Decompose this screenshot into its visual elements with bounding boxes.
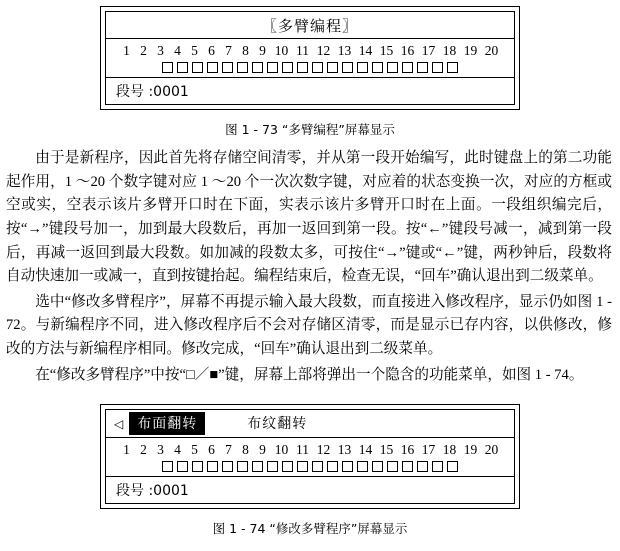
channel-number: 8 — [242, 442, 249, 458]
channel-cell[interactable] — [177, 461, 188, 472]
dobby-programming-screen — [100, 6, 520, 110]
channel-cell[interactable] — [207, 461, 218, 472]
channel-number: 15 — [379, 43, 394, 58]
channel-number: 5 — [191, 442, 198, 458]
segment-number-label-bottom: 段号 :0001 — [116, 483, 189, 500]
screen-inner-frame — [105, 11, 515, 105]
figure-caption-bottom: 图 1 - 74 “修改多臂程序”屏幕显示 — [212, 521, 408, 537]
channel-cell[interactable] — [282, 461, 293, 472]
channel-cell[interactable] — [267, 461, 278, 472]
channel-box-row-top — [106, 61, 514, 77]
channel-number: 14 — [358, 442, 373, 458]
channel-number: 9 — [259, 442, 266, 458]
channel-cell[interactable] — [282, 62, 293, 73]
channel-cell[interactable] — [357, 62, 368, 73]
channel-cell[interactable] — [387, 461, 398, 472]
document-page — [0, 6, 620, 551]
channel-cell[interactable] — [312, 461, 323, 472]
channel-number: 18 — [442, 43, 457, 58]
channel-cell[interactable] — [237, 62, 248, 73]
channel-cell[interactable] — [162, 62, 173, 73]
channel-cell[interactable] — [447, 461, 458, 472]
channel-cell[interactable] — [222, 62, 233, 73]
channel-cell[interactable] — [222, 461, 233, 472]
channel-number: 4 — [174, 43, 181, 58]
channel-number: 10 — [274, 43, 289, 58]
channel-number: 13 — [337, 442, 352, 458]
channel-number: 7 — [225, 442, 232, 458]
channel-cell[interactable] — [417, 62, 428, 73]
channel-cell[interactable] — [327, 461, 338, 472]
channel-cell[interactable] — [387, 62, 398, 73]
channel-cell[interactable] — [297, 62, 308, 73]
channel-number: 17 — [421, 442, 436, 458]
channel-number: 12 — [316, 442, 331, 458]
channel-number: 1 — [123, 442, 130, 458]
channel-cell[interactable] — [372, 461, 383, 472]
channel-cell[interactable] — [372, 62, 383, 73]
menu-item-fabric-face-flip[interactable]: 布面翻转 — [129, 412, 205, 435]
channel-number: 15 — [379, 442, 394, 458]
channel-box-row-bottom — [106, 460, 514, 476]
segment-number-label-top: 段号 :0001 — [116, 84, 189, 100]
channel-number: 2 — [140, 442, 147, 458]
channel-number: 16 — [400, 442, 415, 458]
channel-number: 14 — [358, 43, 373, 58]
channel-cell[interactable] — [252, 62, 263, 73]
channel-number: 19 — [463, 442, 478, 458]
popup-function-menu[interactable] — [106, 410, 514, 437]
channel-number: 5 — [191, 43, 198, 58]
channel-number: 17 — [421, 43, 436, 58]
channel-number: 4 — [174, 442, 181, 458]
channel-number: 1 — [123, 43, 130, 58]
channel-cell[interactable] — [162, 461, 173, 472]
channel-number: 20 — [484, 442, 499, 458]
channel-cell[interactable] — [342, 461, 353, 472]
channel-number: 9 — [259, 43, 266, 58]
channel-number: 10 — [274, 442, 289, 458]
channel-number: 19 — [463, 43, 478, 58]
channel-cell[interactable] — [207, 62, 218, 73]
channel-number: 8 — [242, 43, 249, 58]
channel-cell[interactable] — [192, 461, 203, 472]
channel-number: 12 — [316, 43, 331, 58]
channel-cell[interactable] — [402, 62, 413, 73]
screen-title: 〖多臂编程〗 — [261, 17, 358, 35]
channel-number: 3 — [157, 442, 164, 458]
modify-dobby-program-screen — [100, 404, 520, 509]
channel-cell[interactable] — [312, 62, 323, 73]
channel-number: 3 — [157, 43, 164, 58]
paragraph-3: 在“修改多臂程序”中按“□／■”键，屏幕上部将弹出一个隐含的功能菜单，如图 1 - 74。 — [35, 366, 584, 383]
channel-number-row-top — [106, 39, 514, 61]
channel-number: 13 — [337, 43, 352, 58]
channel-number: 18 — [442, 442, 457, 458]
channel-number: 16 — [400, 43, 415, 58]
paragraph-2: 选中“修改多臂程序”，屏幕不再提示输入最大段数，而直接进入修改程序，显示仍如图 1 - 72。与新编程序不同，进入修改程序后不会对存储区清零，而是显示已存内容，以供修改，修改的方法与新编程序相同。修改完成，“回车”确认退出到二级菜单。 — [6, 293, 612, 358]
channel-number: 20 — [484, 43, 499, 58]
channel-cell[interactable] — [297, 461, 308, 472]
channel-cell[interactable] — [432, 461, 443, 472]
screen-inner-frame-bottom — [105, 409, 515, 504]
channel-cell[interactable] — [252, 461, 263, 472]
figure-caption-top: 图 1 - 73 “多臂编程”屏幕显示 — [225, 122, 395, 137]
channel-cell[interactable] — [237, 461, 248, 472]
left-arrow-icon[interactable]: ◁ — [114, 416, 124, 431]
channel-number: 2 — [140, 43, 147, 58]
channel-number: 11 — [296, 43, 309, 58]
channel-number: 7 — [225, 43, 232, 58]
channel-cell[interactable] — [327, 62, 338, 73]
channel-cell[interactable] — [447, 62, 458, 73]
channel-cell[interactable] — [267, 62, 278, 73]
channel-number-row-bottom — [106, 438, 514, 460]
menu-item-fabric-grain-flip[interactable]: 布纹翻转 — [247, 416, 308, 433]
channel-number: 6 — [208, 43, 215, 58]
channel-cell[interactable] — [192, 62, 203, 73]
channel-cell[interactable] — [417, 461, 428, 472]
channel-cell[interactable] — [402, 461, 413, 472]
channel-number: 11 — [296, 442, 309, 458]
channel-cell[interactable] — [432, 62, 443, 73]
paragraph-1: 由于是新程序，因此首先将存储空间清零，并从第一段开始编写，此时键盘上的第二功能起作用，1 ～20 个数字键对应 1 ～20 个一次次数字键，对应着的状态变换一次，对应的方框或空或实，空表示该片多臂开口时在下面，实表示该片多臂开口时在上面。一段组织编完后，按“→”键段号加一，加到最大段数后，再加一返回到第一段。按“←”键段号减一，减到第一段后，再减一返回到最大段数。如加减的段数太多，可按住“→”键或“←”键，两秒钟后，段数将自动快速加一或减一，直到按键抬起。编程结束后，检查无误，“回车”确认退出到二级菜单。 — [6, 150, 612, 285]
channel-number: 6 — [208, 442, 215, 458]
channel-cell[interactable] — [357, 461, 368, 472]
channel-cell[interactable] — [177, 62, 188, 73]
channel-cell[interactable] — [342, 62, 353, 73]
